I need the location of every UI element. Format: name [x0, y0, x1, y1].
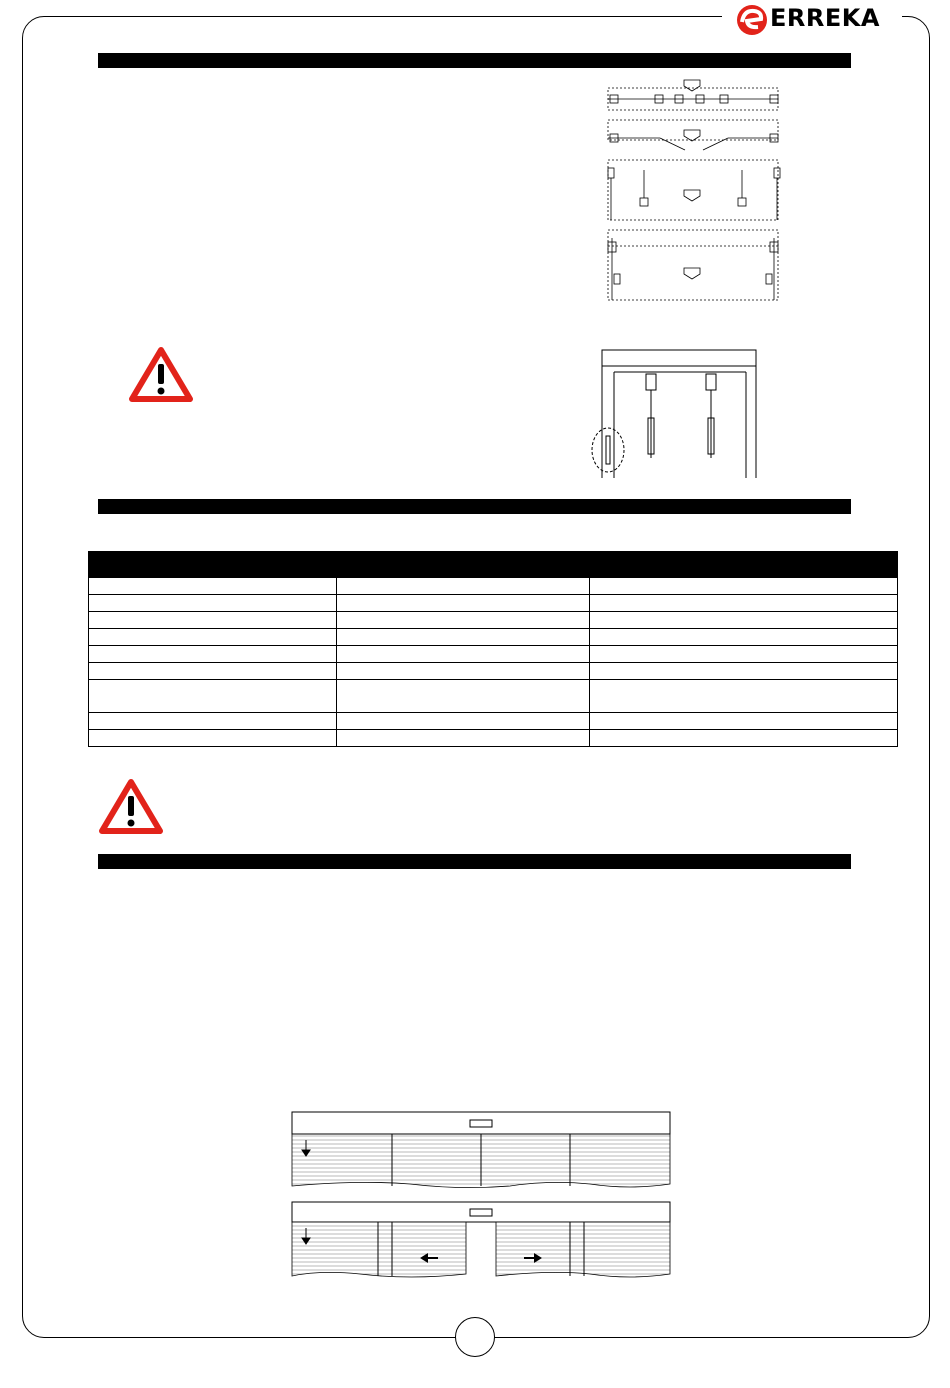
warning-triangle-icon — [128, 346, 194, 403]
table-header-row — [89, 552, 898, 578]
table-row — [89, 730, 898, 747]
table-row — [89, 713, 898, 730]
table-header-cell — [337, 552, 898, 578]
table-row — [89, 646, 898, 663]
specifications-table — [88, 551, 898, 747]
section-header-bar — [98, 53, 851, 68]
table-row — [89, 595, 898, 612]
door-closed-diagram — [290, 1110, 672, 1194]
section-header-bar — [98, 499, 851, 514]
warning-triangle-icon — [98, 778, 164, 835]
table-row — [89, 629, 898, 646]
table-row — [89, 663, 898, 680]
door-frame-diagram — [588, 348, 760, 478]
page-number-circle — [455, 1317, 495, 1357]
door-open-diagram — [290, 1200, 672, 1284]
table-row — [89, 680, 898, 713]
table-row — [89, 578, 898, 595]
arm-sequence-diagram — [600, 78, 790, 308]
section-header-bar — [98, 854, 851, 869]
table-header-cell — [89, 552, 337, 578]
brand-name: ERREKA — [770, 4, 880, 32]
table-row — [89, 612, 898, 629]
